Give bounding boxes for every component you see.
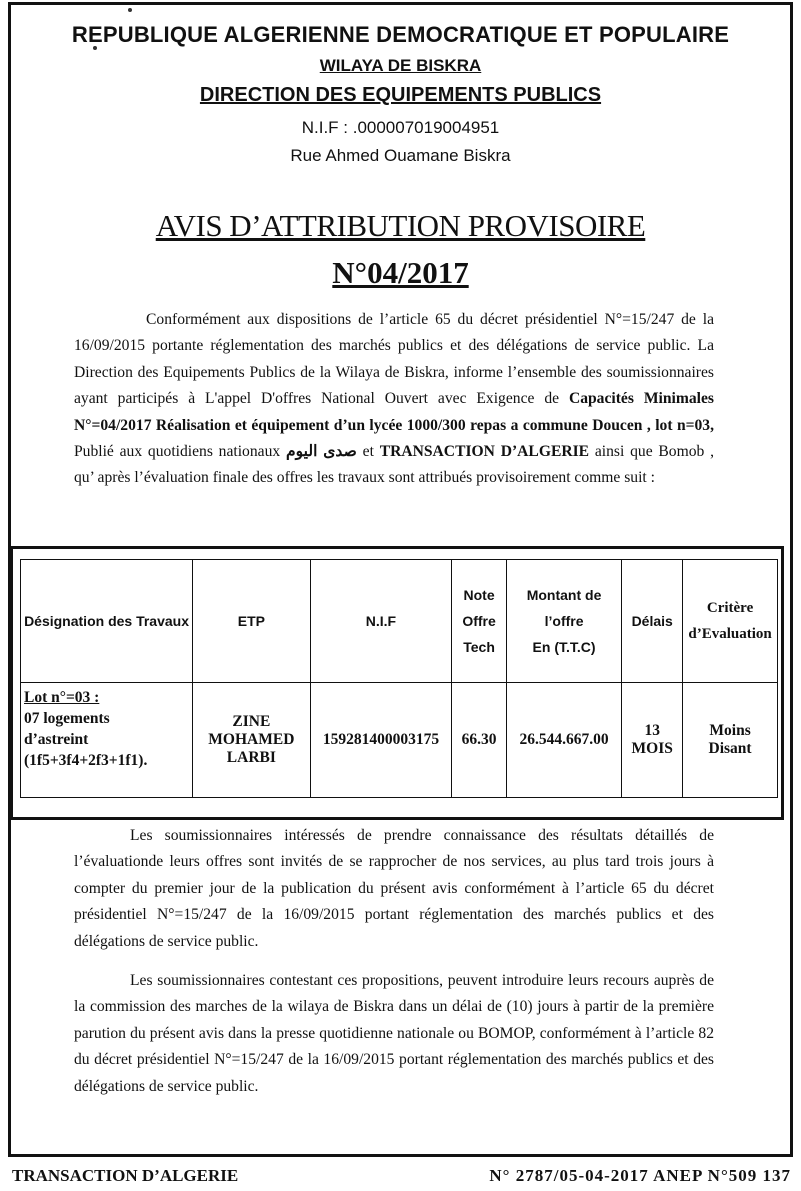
republic-heading: REPUBLIQUE ALGERIENNE DEMOCRATIQUE ET POPULAIRE: [71, 22, 730, 47]
header-delais: Délais: [622, 560, 683, 683]
footer-reference: N° 2787/05-04-2017 ANEP N°509 137: [489, 1166, 791, 1185]
header-montant: Montant de l’offre En (T.T.C): [506, 560, 621, 683]
cell-critere: Moins Disant: [683, 683, 778, 798]
direction-heading: DIRECTION DES EQUIPEMENTS PUBLICS: [199, 84, 602, 106]
wilaya-heading: WILAYA DE BISKRA: [319, 56, 482, 75]
nif-line: N.I.F : .000007019004951: [301, 118, 500, 137]
cell-nif: 159281400003175: [310, 683, 452, 798]
cell-note: 66.30: [452, 683, 507, 798]
table-header-row: [21, 560, 778, 683]
cell-etp: ZINE MOHAMED LARBI: [193, 683, 311, 798]
appeal-paragraph: Les soumissionnaires contestant ces propositions, peuvent introduire leurs recours auprès de la commission des marches de la wilaya de Biskra dans un délai de (10) jours à partir de la première parution du présent avis dans la presse quotidienne nationale ou BOMOP, conformément à l’article 82 du décret présidentiel N°=15/247 de la 16/09/2015 portant réglementation des marchés publics et des délégations de service public.: [74, 972, 714, 1095]
notice-number: N°04/2017: [332, 255, 469, 290]
cell-montant: 26.544.667.00: [506, 683, 621, 798]
header-etp: ETP: [193, 560, 311, 683]
header-critere: Critère d’Evaluation: [683, 560, 778, 683]
intro-paragraph: Conformément aux dispositions de l’article 65 du décret présidentiel N°=15/247 de la 16/09/2015 portante réglementation des marchés publics et des délégations de service public. La Direction des Equipements Publics de la Wilaya de Biskra, informe l’ensemble des soumissionnaires ayant participés à L'appel D'offres National Ouvert avec Exigence de Capacités Minimales N°=04/2017 Réalisation et équipement d’un lycée 1000/300 repas a commune Doucen , lot n=03, Publié aux quotidiens nationaux صدى اليوم et TRANSACTION D’ALGERIE ainsi que Bomob , qu’ après l’évaluation finale des offres les travaux sont attribués provisoirement comme suit :: [74, 311, 714, 487]
footer-newspaper: TRANSACTION D’ALGERIE: [12, 1166, 239, 1185]
cell-designation: Lot n°=03 : 07 logements d’astreint (1f5+3f4+2f3+1f1).: [21, 683, 193, 798]
speck-mark: [128, 8, 132, 12]
results-paragraph: Les soumissionnaires intéressés de prendre connaissance des résultats détaillés de l’évaluationde leurs offres sont invités de se rapprocher de nos services, au plus tard trois jours à compter du premier jour de la publication du présent avis conformément à l’article 65 du décret présidentiel N°=15/247 de la 16/09/2015 portant réglementation des marchés publics et des délégations de service public.: [74, 827, 714, 950]
header-designation: Désignation des Travaux: [21, 560, 193, 683]
attribution-table: [20, 559, 778, 798]
notice-title: AVIS D’ATTRIBUTION PROVISOIRE: [155, 208, 646, 243]
header-note: Note Offre Tech: [452, 560, 507, 683]
address-line: Rue Ahmed Ouamane Biskra: [290, 146, 511, 165]
cell-delais: 13 MOIS: [622, 683, 683, 798]
header-nif: N.I.F: [310, 560, 452, 683]
table-row: [21, 683, 778, 798]
